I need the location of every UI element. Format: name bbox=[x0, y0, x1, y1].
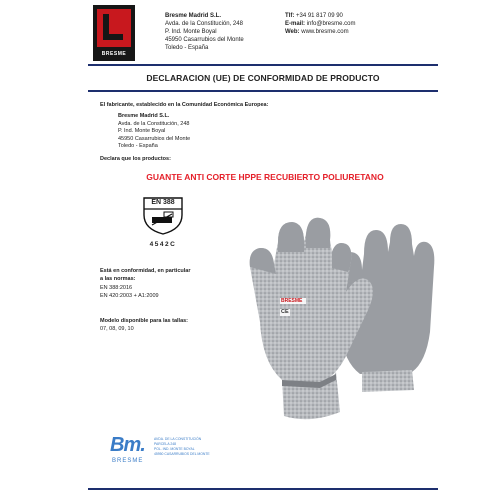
title-divider bbox=[88, 90, 438, 92]
header-company-block bbox=[165, 12, 285, 52]
conformity-heading-line: a las normas: bbox=[100, 275, 136, 282]
norm-item: EN 388:2016 bbox=[100, 285, 133, 291]
glove-image bbox=[240, 212, 440, 432]
declares-heading: Declara que los productos: bbox=[100, 156, 171, 162]
phone-value: +34 91 817 09 90 bbox=[296, 13, 343, 19]
manufacturer-address-line: 45950 Casarrubios del Monte bbox=[118, 135, 191, 142]
conformity-heading-line: Está en conformidad, en particular bbox=[100, 268, 191, 274]
manufacturer-block bbox=[118, 113, 318, 151]
web-link[interactable]: www.bresme.com bbox=[301, 29, 349, 35]
norm-item: EN 420:2003 + A1:2009 bbox=[100, 292, 159, 299]
email-label: E-mail: bbox=[285, 21, 306, 27]
manufacturer-address-line: Toledo - España bbox=[118, 143, 158, 149]
logo-text: BRESME bbox=[101, 51, 127, 57]
header-divider bbox=[88, 64, 438, 66]
header-company-name: Bresme Madrid S.L. bbox=[165, 13, 222, 19]
footer-divider bbox=[88, 488, 438, 490]
header-address-line: Toledo - España bbox=[165, 45, 209, 51]
web-label: Web: bbox=[285, 29, 300, 35]
company-logo bbox=[93, 5, 135, 61]
manufacturer-heading: El fabricante, establecido en la Comunidad Económica Europea: bbox=[100, 102, 269, 108]
conformity-heading bbox=[100, 268, 230, 283]
manufacturer-name: Bresme Madrid S.L. bbox=[118, 113, 170, 119]
glove-left bbox=[250, 218, 373, 419]
phone-label: Tlf: bbox=[285, 13, 295, 19]
manufacturer-address-line: P. Ind. Monte Boyal bbox=[118, 128, 166, 134]
glove-ce-mark: CE bbox=[281, 309, 289, 315]
header-address-line: P. Ind. Monte Boyal bbox=[165, 29, 217, 35]
stamp-brand: BRESME bbox=[112, 458, 144, 464]
document-title: DECLARACION (UE) DE CONFORMIDAD DE PRODUCTO bbox=[146, 73, 380, 83]
header-contact-block bbox=[285, 12, 425, 36]
stamp-address bbox=[154, 437, 224, 457]
stamp-line: PARCELA 248 bbox=[154, 442, 176, 446]
email-link[interactable]: info@bresme.com bbox=[306, 21, 356, 27]
stamp-line: 45950 CASARRUBIOS DEL MONTE bbox=[154, 452, 210, 456]
en388-pictogram bbox=[140, 195, 186, 235]
manufacturer-address-line: Avda. de la Constitución, 248 bbox=[118, 120, 190, 127]
norms-list bbox=[100, 285, 230, 300]
sizes-heading: Modelo disponible para las tallas: bbox=[100, 318, 189, 324]
pictogram-standard: EN 388 bbox=[151, 199, 175, 206]
stamp-line: POL. IND. MONTE BOYAL bbox=[154, 447, 195, 451]
pictogram-code: 4542C bbox=[149, 241, 177, 248]
stamp-line: AVDA. DE LA CONSTITUCIÓN bbox=[154, 437, 202, 441]
company-stamp bbox=[110, 432, 220, 472]
stamp-logo-text: Bm. bbox=[110, 434, 145, 456]
glove-brand-mark: BRESME bbox=[281, 298, 303, 304]
product-name: GUANTE ANTI CORTE HPPE RECUBIERTO POLIURETANO bbox=[146, 172, 384, 182]
sizes-values: 07, 08, 09, 10 bbox=[100, 326, 134, 332]
header-address-line: Avda. de la Constitución, 248 bbox=[165, 21, 243, 27]
glove-photo bbox=[240, 212, 440, 432]
header-address-line: 45950 Casarrubios del Monte bbox=[165, 37, 244, 43]
